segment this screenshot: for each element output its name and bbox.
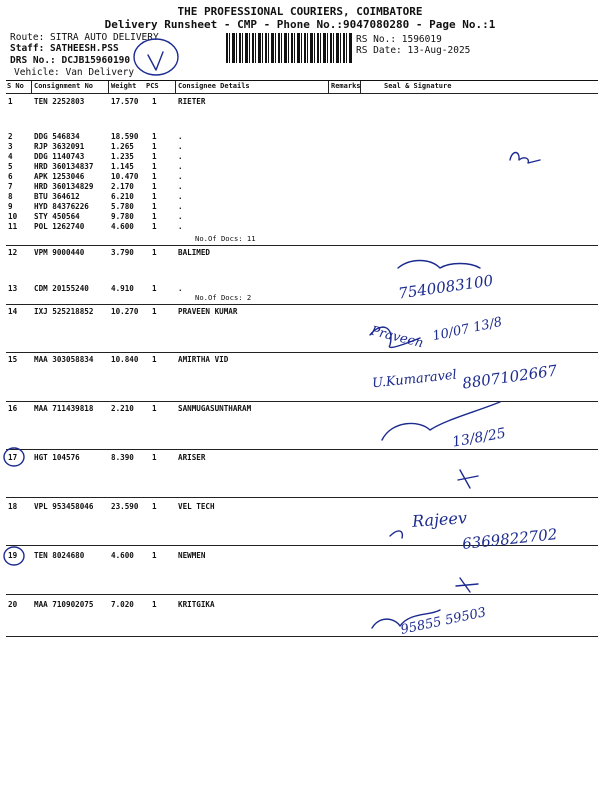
cell-sno: 17 — [8, 453, 18, 462]
column-separator — [175, 81, 176, 93]
cell-sno: 13 — [8, 284, 18, 293]
cell-pcs: 1 — [152, 307, 157, 316]
cell-consignment: HRD 360134829 — [34, 182, 94, 191]
cell-pcs: 1 — [152, 212, 157, 221]
cell-pcs: 1 — [152, 192, 157, 201]
handwritten-phone: 7540083100 — [397, 271, 495, 303]
circle-mark-icon — [134, 39, 178, 75]
cell-sno: 8 — [8, 192, 13, 201]
cell-consignee: AMIRTHA VID — [178, 355, 229, 364]
cell-consignee: RIETER — [178, 97, 206, 106]
cell-pcs: 1 — [152, 502, 157, 511]
cell-consignee: SANMUGASUNTHARAM — [178, 404, 252, 413]
cell-sno: 19 — [8, 551, 18, 560]
handwritten-name: Rajeev — [411, 508, 468, 531]
cell-consignee: . — [178, 162, 183, 171]
column-separator — [108, 81, 109, 93]
col-header-consignment: Consignment No — [34, 82, 94, 90]
cell-consignee: VEL TECH — [178, 502, 215, 511]
cell-weight: 1.145 — [111, 162, 134, 171]
cell-weight: 18.590 — [111, 132, 139, 141]
runsheet-subtitle: Delivery Runsheet - CMP - Phone No.:9047080280 - Page No.:1 — [104, 18, 496, 31]
signature-row14-icon — [370, 327, 420, 347]
barcode-image — [226, 33, 352, 63]
column-separator — [31, 81, 32, 93]
handwritten-phone: 95855 59503 — [399, 605, 488, 638]
docs-count: No.Of Docs: 11 — [195, 234, 256, 243]
col-header-signature: Seal & Signature — [384, 82, 452, 90]
cell-weight: 17.570 — [111, 97, 139, 106]
cell-sno: 12 — [8, 248, 18, 257]
cell-pcs: 1 — [152, 551, 157, 560]
col-header-remarks: Remarks — [331, 82, 361, 90]
cell-sno: 2 — [8, 132, 13, 141]
cell-weight: 6.210 — [111, 192, 134, 201]
row-rule — [6, 245, 598, 246]
cell-sno: 9 — [8, 202, 13, 211]
table-top-rule — [6, 80, 598, 81]
cell-weight: 2.210 — [111, 404, 134, 413]
cell-consignment: IXJ 525218852 — [34, 307, 94, 316]
cell-weight: 10.840 — [111, 355, 139, 364]
cell-consignment: VPM 9000440 — [34, 248, 85, 257]
cell-pcs: 1 — [152, 453, 157, 462]
cell-consignee: PRAVEEN KUMAR — [178, 307, 238, 316]
cell-consignee: . — [178, 172, 183, 181]
cell-consignee: . — [178, 132, 183, 141]
cell-pcs: 1 — [152, 222, 157, 231]
cell-consignee: KRITGIKA — [178, 600, 215, 609]
cell-weight: 1.265 — [111, 142, 134, 151]
handwritten-date: 10/07 13/8 — [431, 314, 504, 345]
cell-consignment: APK 1253046 — [34, 172, 85, 181]
vehicle-label: Vehicle: Van Delivery — [14, 67, 135, 78]
cell-weight: 8.390 — [111, 453, 134, 462]
cell-sno: 1 — [8, 97, 13, 106]
cell-sno: 10 — [8, 212, 18, 221]
header-bottom-rule — [6, 93, 598, 94]
cell-consignment: STY 450564 — [34, 212, 80, 221]
cell-pcs: 1 — [152, 600, 157, 609]
signature-row17-icon — [458, 470, 478, 488]
signature-row19-icon — [456, 578, 478, 592]
cell-consignee: . — [178, 284, 183, 293]
cell-consignee: . — [178, 202, 183, 211]
cell-weight: 10.470 — [111, 172, 139, 181]
cell-consignment: RJP 3632091 — [34, 142, 85, 151]
cell-consignee: . — [178, 212, 183, 221]
cell-sno: 7 — [8, 182, 13, 191]
cell-consignment: CDM 20155240 — [34, 284, 89, 293]
cell-consignment: VPL 953458046 — [34, 502, 94, 511]
route-label: Route: SITRA AUTO DELIVERY — [10, 32, 159, 43]
cell-weight: 4.910 — [111, 284, 134, 293]
signature-row12-icon — [398, 261, 480, 269]
row-rule — [6, 636, 598, 637]
cell-sno: 18 — [8, 502, 18, 511]
signature-row18-icon — [390, 531, 402, 538]
cell-consignment: MAA 303058834 — [34, 355, 94, 364]
handwritten-name: Praveen — [368, 323, 425, 352]
cell-weight: 5.780 — [111, 202, 134, 211]
cell-pcs: 1 — [152, 248, 157, 257]
cell-consignment: MAA 711439818 — [34, 404, 94, 413]
staff-label: Staff: SATHEESH.PSS — [10, 43, 119, 54]
col-header-consignee: Consignee Details — [178, 82, 250, 90]
drs-number: DRS No.: DCJB15960190 — [10, 55, 131, 66]
cell-weight: 4.600 — [111, 222, 134, 231]
signature-row20-icon — [372, 610, 440, 628]
handwritten-phone: 8807102667 — [461, 361, 559, 393]
cell-consignee: . — [178, 222, 183, 231]
rs-number: RS No.: 1596019 — [356, 34, 442, 45]
col-header-sno: S No — [7, 82, 24, 90]
handwritten-phone: 6369822702 — [461, 525, 559, 553]
docs-count: No.Of Docs: 2 — [195, 293, 252, 302]
cell-consignment: TEN 2252803 — [34, 97, 85, 106]
row-rule — [6, 497, 598, 498]
cell-pcs: 1 — [152, 202, 157, 211]
cell-pcs: 1 — [152, 152, 157, 161]
col-header-pcs: PCS — [146, 82, 159, 90]
cell-pcs: 1 — [152, 182, 157, 191]
cell-consignee: . — [178, 152, 183, 161]
cell-weight: 2.170 — [111, 182, 134, 191]
cell-pcs: 1 — [152, 284, 157, 293]
cell-consignment: BTU 364612 — [34, 192, 80, 201]
cell-sno: 4 — [8, 152, 13, 161]
handwritten-name: U.Kumaravel — [371, 367, 458, 392]
cell-consignment: HRD 360134837 — [34, 162, 94, 171]
row-rule — [6, 352, 598, 353]
cell-consignment: HYD 84376226 — [34, 202, 89, 211]
signature-row1-icon — [510, 153, 540, 164]
cell-sno: 5 — [8, 162, 13, 171]
cell-weight: 1.235 — [111, 152, 134, 161]
cell-sno: 20 — [8, 600, 18, 609]
row-rule — [6, 545, 598, 546]
cell-consignment: TEN 8024680 — [34, 551, 85, 560]
col-header-weight: Weight — [111, 82, 137, 90]
cell-consignment: MAA 710902075 — [34, 600, 94, 609]
cell-pcs: 1 — [152, 97, 157, 106]
row-rule — [6, 594, 598, 595]
cell-weight: 3.790 — [111, 248, 134, 257]
cell-pcs: 1 — [152, 355, 157, 364]
cell-weight: 23.590 — [111, 502, 139, 511]
row-rule — [6, 401, 598, 402]
signature-row16-icon — [382, 402, 500, 440]
cell-sno: 6 — [8, 172, 13, 181]
cell-sno: 16 — [8, 404, 18, 413]
cell-pcs: 1 — [152, 172, 157, 181]
cell-consignee: NEWMEN — [178, 551, 206, 560]
cell-weight: 7.020 — [111, 600, 134, 609]
cell-weight: 9.780 — [111, 212, 134, 221]
cell-consignee: BALIMED — [178, 248, 211, 257]
cell-weight: 10.270 — [111, 307, 139, 316]
row-rule — [6, 304, 598, 305]
cell-sno: 14 — [8, 307, 18, 316]
cell-consignment: DDG 1140743 — [34, 152, 85, 161]
company-title: THE PROFESSIONAL COURIERS, COIMBATORE — [177, 5, 423, 18]
cell-pcs: 1 — [152, 404, 157, 413]
cell-weight: 4.600 — [111, 551, 134, 560]
cell-consignee: . — [178, 142, 183, 151]
cell-sno: 3 — [8, 142, 13, 151]
cell-sno: 15 — [8, 355, 18, 364]
cell-pcs: 1 — [152, 132, 157, 141]
rs-date: RS Date: 13-Aug-2025 — [356, 45, 471, 56]
cell-consignment: POL 1262740 — [34, 222, 85, 231]
cell-pcs: 1 — [152, 162, 157, 171]
cell-consignment: DDG 546834 — [34, 132, 80, 141]
row-rule — [6, 449, 598, 450]
cell-consignment: HGT 104576 — [34, 453, 80, 462]
cell-consignee: . — [178, 192, 183, 201]
handwritten-date: 13/8/25 — [451, 425, 507, 451]
cell-pcs: 1 — [152, 142, 157, 151]
column-separator — [328, 81, 329, 93]
cell-consignee: . — [178, 182, 183, 191]
cell-sno: 11 — [8, 222, 18, 231]
cell-consignee: ARISER — [178, 453, 206, 462]
check-mark-icon — [148, 52, 163, 70]
